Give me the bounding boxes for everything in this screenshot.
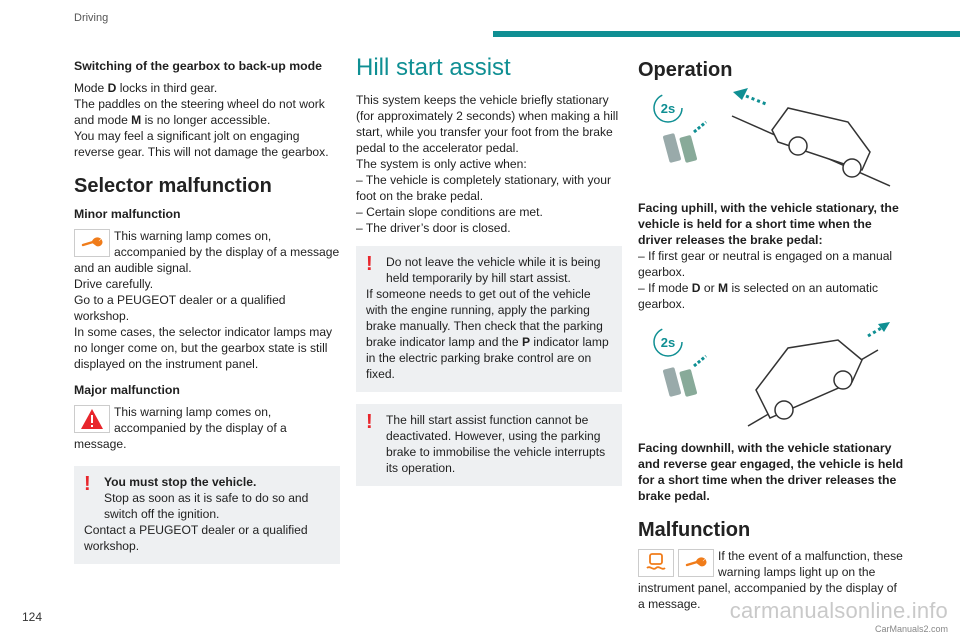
- stop-vehicle-note: [74, 466, 340, 564]
- minor-malfunction-text: This warning lamp comes on, accompanied by the display of a message and an audible signal.: [74, 229, 340, 275]
- condition-item-1: – The vehicle is completely stationary, with your foot on the brake pedal.: [356, 173, 611, 203]
- downhill-bold: Facing downhill, with the vehicle stationary and reverse gear engaged, the vehicle is held for a short time when the driver releases the brake pedal.: [638, 441, 904, 503]
- hill-start-heading: Hill start assist: [356, 54, 511, 81]
- hill-hold-note-1: [356, 246, 622, 392]
- section-title: Driving: [74, 12, 109, 24]
- stability-warning-icon: [638, 549, 674, 577]
- exclamation-icon: !: [366, 253, 373, 275]
- exclamation-icon: !: [84, 473, 91, 495]
- downhill-illustration: [638, 320, 904, 430]
- note1-para-2: If someone needs to get out of the vehicle with the engine running, apply the parking brake manually. Then check that the parking brake indicator lamp and the P indicator lamp in the electric parking brake control are on fixed.: [366, 287, 609, 381]
- column-right: [638, 52, 904, 612]
- backup-mode-heading: Switching of the gearbox to back-up mode: [74, 59, 323, 73]
- condition-item-2: – Certain slope conditions are met.: [356, 205, 543, 219]
- warning-triangle-icon: [74, 405, 110, 433]
- column-left: [74, 52, 340, 564]
- malfunction-heading: Malfunction: [638, 519, 751, 541]
- minor-para-2: Drive carefully.: [74, 277, 154, 291]
- timer-label: 2s: [660, 101, 676, 116]
- condition-item-3: – The driver’s door is closed.: [356, 221, 511, 235]
- minor-malfunction-heading: Minor malfunction: [74, 207, 181, 221]
- backup-para-2: The paddles on the steering wheel do not work and mode M is no longer accessible.: [74, 97, 325, 127]
- column-middle: [356, 52, 622, 486]
- note-para-1: Stop as soon as it is safe to do so and switch off the ignition.: [104, 491, 309, 521]
- operation-heading: Operation: [638, 59, 733, 81]
- minor-para-4: In some cases, the selector indicator lamps may no longer come on, but the gearbox state is still displayed on the instrument panel.: [74, 325, 333, 371]
- watermark: carmanualsonline.info: [729, 598, 948, 623]
- minor-para-3: Go to a PEUGEOT dealer or a qualified workshop.: [74, 293, 286, 323]
- backup-para-3: You may feel a significant jolt on engaging reverse gear. This will not damage the gearbox.: [74, 129, 329, 159]
- note2-para-1: The hill start assist function cannot be deactivated. However, using the parking brake to immobilise the vehicle interrupts its operation.: [386, 413, 606, 475]
- major-malfunction-text: This warning lamp comes on, accompanied by the display of a message.: [74, 405, 287, 451]
- timer-label: 2s: [660, 335, 676, 350]
- uphill-bold: Facing uphill, with the vehicle stationary, the vehicle is held for a short time when the driver releases the brake pedal:: [638, 201, 899, 247]
- uphill-item-2: – If mode D or M is selected on an automatic gearbox.: [638, 281, 878, 311]
- page-number: 124: [22, 610, 43, 624]
- hill-start-para-1: This system keeps the vehicle briefly stationary (for approximately 2 seconds) when making a hill start, while you transfer your foot from the brake pedal to the accelerator pedal.: [356, 93, 619, 155]
- wrench-warning-icon: [678, 549, 714, 577]
- selector-malfunction-heading: Selector malfunction: [74, 175, 272, 197]
- uphill-item-1: – If first gear or neutral is engaged on a manual gearbox.: [638, 249, 893, 279]
- exclamation-icon: !: [366, 411, 373, 433]
- note1-para-1: Do not leave the vehicle while it is being held temporarily by hill start assist.: [386, 255, 601, 285]
- watermark-small: CarManuals2.com: [874, 624, 948, 634]
- hill-hold-note-2: [356, 404, 622, 486]
- uphill-illustration: [638, 86, 904, 190]
- major-malfunction-heading: Major malfunction: [74, 383, 180, 397]
- header-accent-bar: [493, 31, 960, 37]
- backup-para-1: Mode D locks in third gear.: [74, 81, 218, 95]
- note-bold: You must stop the vehicle.: [104, 475, 257, 489]
- malfunction-text: If the event of a malfunction, these warning lamps light up on the instrument panel, accompanied by the display of a message.: [638, 549, 903, 611]
- hill-start-para-2: The system is only active when:: [356, 157, 527, 171]
- wrench-warning-icon: [74, 229, 110, 257]
- note-para-2: Contact a PEUGEOT dealer or a qualified workshop.: [84, 523, 308, 553]
